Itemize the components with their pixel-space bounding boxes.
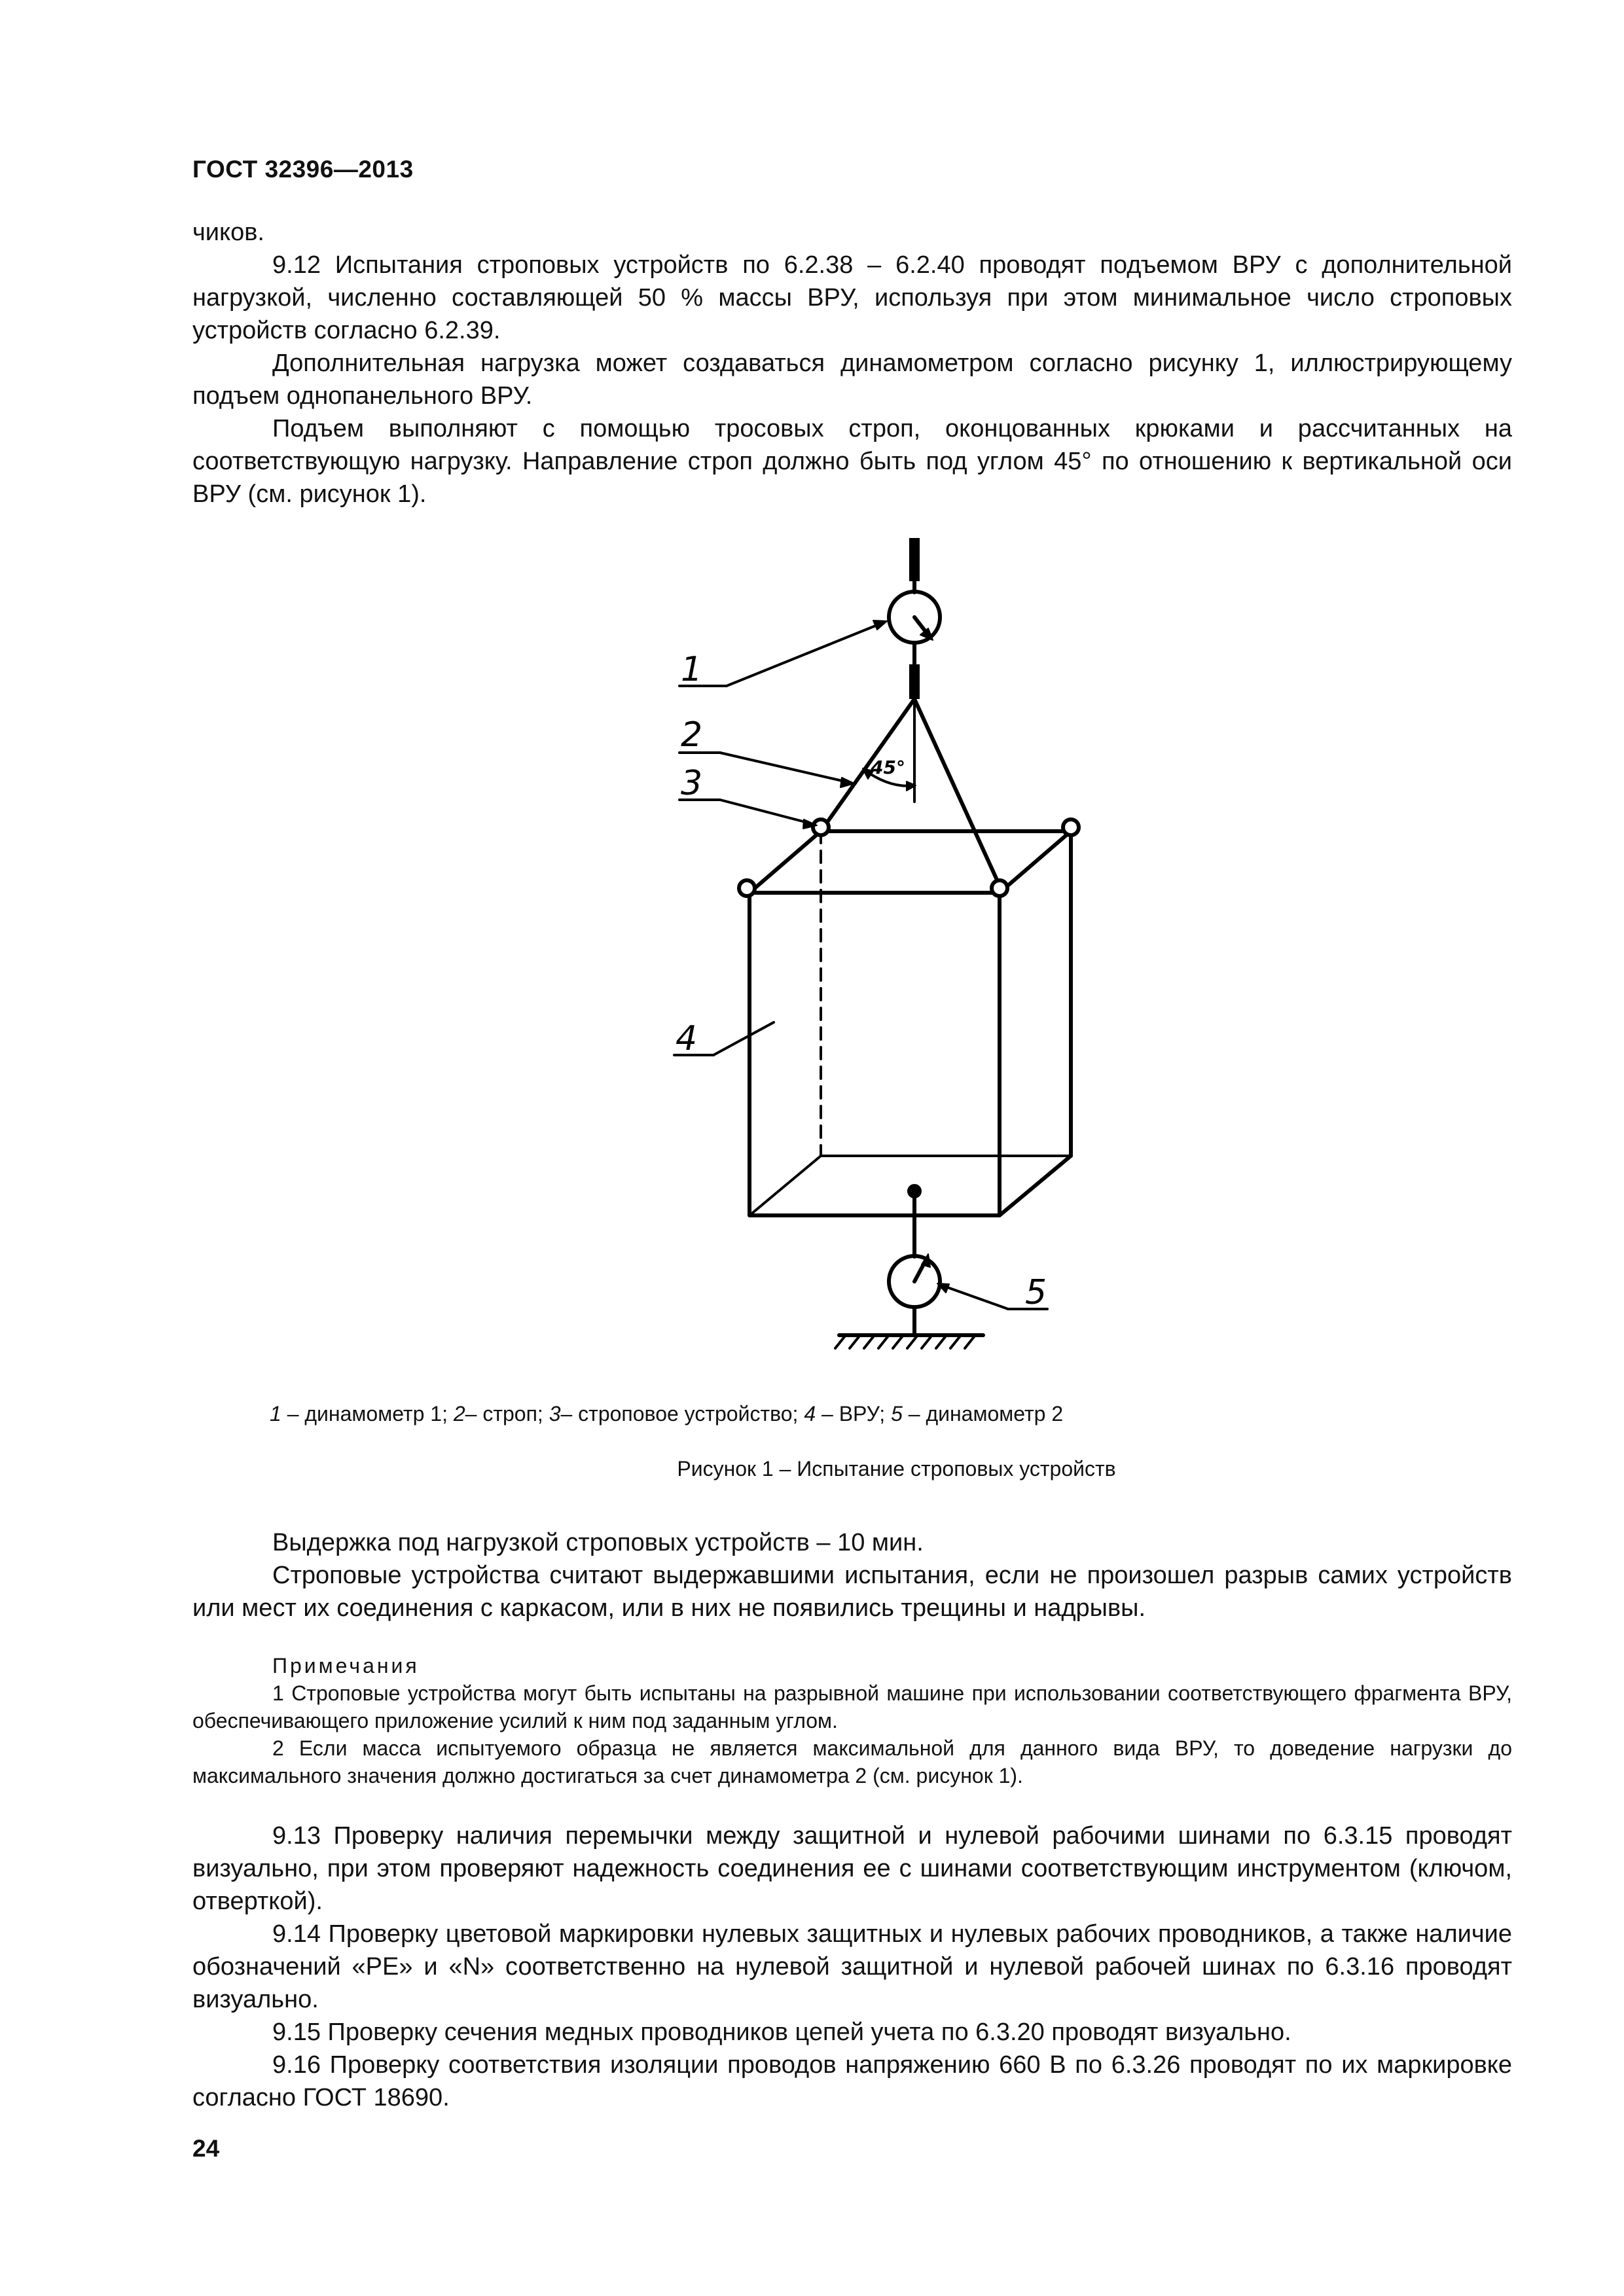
legend-num: 2 (453, 1402, 465, 1426)
note-1: 1 Строповые устройства могут быть испытаны на разрывной машине при использовании соответствующего фрагмента ВРУ, обеспечивающего приложение усилий к ним под заданным углом. (192, 1681, 1512, 1732)
paragraph-9-15: 9.15 Проверку сечения медных проводников цепей учета по 6.3.20 проводят визуально. (272, 2018, 1291, 2046)
paragraph-9-12: 9.12 Испытания строповых устройств по 6.2.38 – 6.2.40 проводят подъемом ВРУ с дополнительной нагрузкой, численно составляющей 50 % массы ВРУ, используя при этом минимальное число строповых устройств согласно 6.2.39. (192, 251, 1512, 344)
paragraph-9-14: 9.14 Проверку цветовой маркировки нулевых защитных и нулевых рабочих проводников, а также наличие обозначений «PE» и «N» соответственно на нулевой защитной и нулевой рабочей шинах по 6.3.16 проводят визуально. (192, 1920, 1512, 2013)
paragraph-lifting: Подъем выполняют с помощью тросовых строп, оконцованных крюками и рассчитанных на соответствующую нагрузку. Направление строп должно быть под углом 45° по отношению к вертикальной оси ВРУ (см. рисунок 1). (192, 415, 1512, 508)
angle-label: 45° (871, 757, 905, 778)
label-sling: 2 (681, 715, 703, 755)
label-switchgear: 4 (676, 1019, 698, 1058)
after-figure-text (192, 1526, 1512, 1624)
label-lifting-device: 3 (681, 764, 703, 803)
lifting-eye (1063, 819, 1079, 835)
notes-block (192, 1652, 1512, 1789)
document-header: ГОСТ 32396—2013 (192, 156, 414, 183)
paragraph-9-16: 9.16 Проверку соответствия изоляции проводов напряжению 660 В по 6.3.26 проводят по их маркировке согласно ГОСТ 18690. (192, 2051, 1512, 2111)
paragraph-hold-time: Выдержка под нагрузкой строповых устройств – 10 мин. (272, 1529, 924, 1556)
paragraph-pass-criteria: Строповые устройства считают выдержавшими испытания, если не произошел разрыв самих устройств или мест их соединения с каркасом, или в них не появились трещины и надрывы. (192, 1562, 1512, 1622)
lifting-eye (739, 880, 755, 896)
legend-text: – строповое устройство; (560, 1402, 804, 1426)
paragraph-additional-load: Дополнительная нагрузка может создаваться динамометром согласно рисунку 1, иллюстрирующему подъем однопанельного ВРУ. (192, 350, 1512, 410)
notes-title: Примечания (272, 1654, 420, 1677)
legend-num: 3 (549, 1402, 561, 1426)
sections-text (192, 1820, 1512, 2114)
label-dynamometer-2: 5 (1025, 1273, 1047, 1312)
legend-num: 1 (270, 1402, 281, 1426)
lifting-eye (992, 880, 1007, 896)
lifting-eye (813, 819, 829, 835)
legend-text: – строп; (465, 1402, 549, 1426)
note-2: 2 Если масса испытуемого образца не является максимальной для данного вида ВРУ, то доведение нагрузки до максимального значения должно достигаться за счет динамометра 2 (см. рисунок 1). (192, 1736, 1512, 1787)
label-dynamometer-1: 1 (681, 650, 703, 689)
legend-text: – динамометр 1; (281, 1402, 454, 1426)
figure-caption-wrap (0, 1457, 1624, 1481)
figure-caption: Рисунок 1 – Испытание строповых устройств (677, 1457, 1116, 1480)
sling-right (914, 699, 1000, 886)
legend-text: – ВРУ; (816, 1402, 892, 1426)
legend-num: 5 (891, 1402, 903, 1426)
page-number: 24 (192, 2135, 220, 2162)
switchgear-box (749, 831, 1071, 1215)
paragraph-continuation: чиков. (192, 219, 264, 246)
legend-num: 4 (804, 1402, 816, 1426)
paragraph-9-13: 9.13 Проверку наличия перемычки между защитной и нулевой рабочими шинами по 6.3.15 проводят визуально, при этом проверяют надежность соединения ее с шинами соответствующим инструментом (ключом, отверткой). (192, 1822, 1512, 1915)
legend-text: – динамометр 2 (902, 1402, 1064, 1426)
figure-legend (270, 1402, 1063, 1426)
